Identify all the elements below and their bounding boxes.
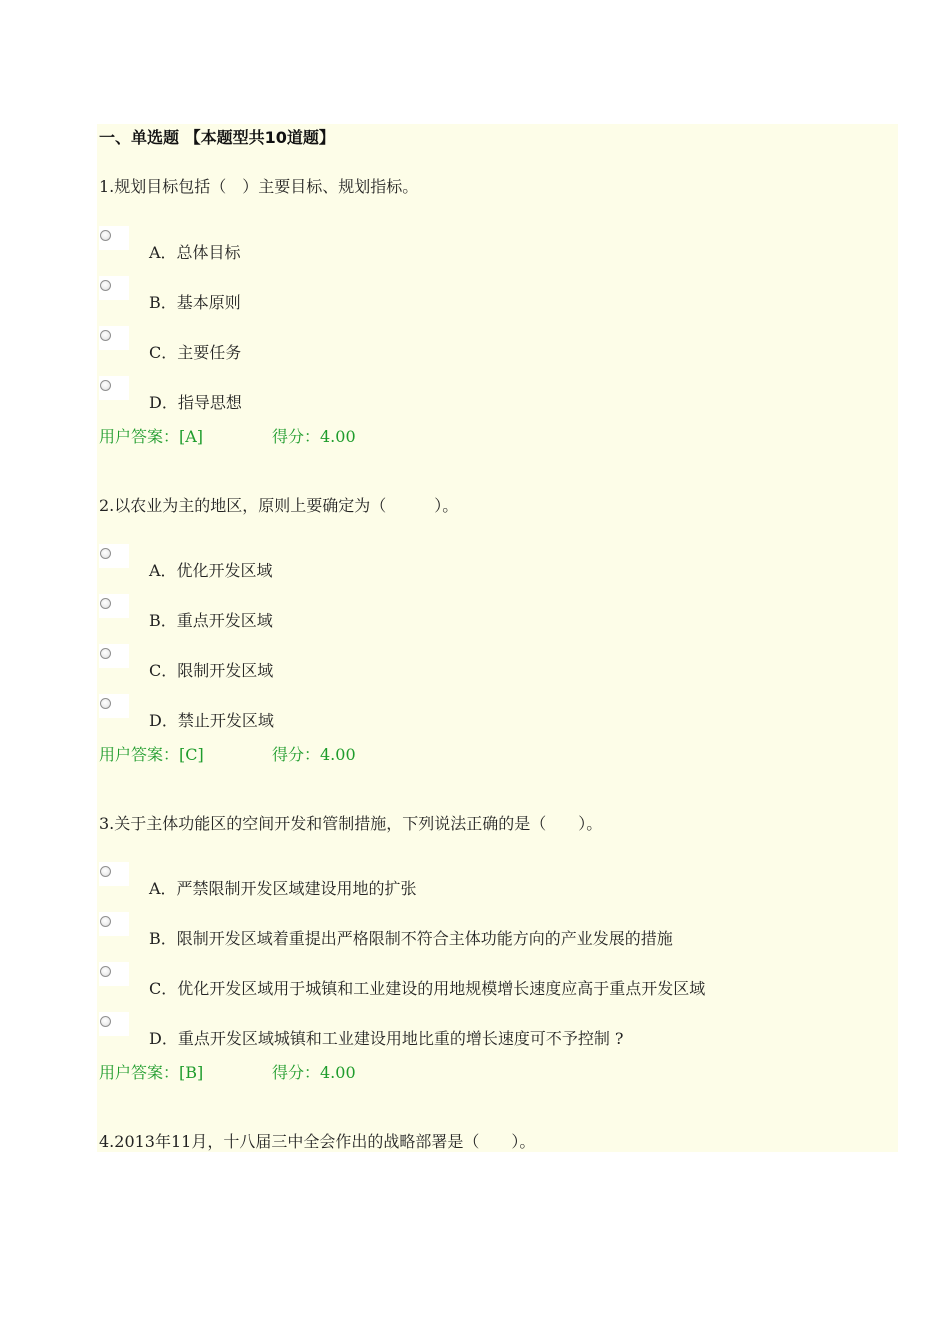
radio-icon[interactable] [100,330,111,341]
question-3-option-a: A．严禁限制开发区域建设用地的扩张 [149,879,417,898]
question-2-option-c: C．限制开发区域 [149,661,274,680]
radio-icon[interactable] [100,280,111,291]
question-2-option-b-radio[interactable] [99,594,129,618]
score-text: 得分：4.00 [272,745,356,764]
question-3-option-b-radio[interactable] [99,912,129,936]
radio-icon[interactable] [100,1016,111,1027]
score-text: 得分：4.00 [272,427,356,446]
question-3-option-d: D．重点开发区域城镇和工业建设用地比重的增长速度可不予控制 ? [149,1029,624,1048]
question-2-option-c-radio[interactable] [99,644,129,668]
question-3-option-d-radio[interactable] [99,1012,129,1036]
question-4-stem: 4.2013年11月，十八届三中全会作出的战略部署是（ ）。 [99,1132,536,1151]
radio-icon[interactable] [100,380,111,391]
question-3-option-b: B．限制开发区域着重提出严格限制不符合主体功能方向的产业发展的措施 [149,929,673,948]
radio-icon[interactable] [100,548,111,559]
question-3-option-c-radio[interactable] [99,962,129,986]
radio-icon[interactable] [100,230,111,241]
radio-icon[interactable] [100,866,111,877]
question-1-option-b: B．基本原则 [149,293,241,312]
question-2-stem: 2.以农业为主的地区，原则上要确定为（ ）。 [99,496,459,515]
question-2-option-d-radio[interactable] [99,694,129,718]
radio-icon[interactable] [100,698,111,709]
question-1-user-answer [99,426,356,448]
question-1-option-c: C．主要任务 [149,343,242,362]
question-2-option-a-radio[interactable] [99,544,129,568]
question-2-option-b: B．重点开发区域 [149,611,273,630]
section-title: 一、单选题 【本题型共10道题】 [99,128,335,147]
question-2-user-answer [99,744,356,766]
question-3-option-a-radio[interactable] [99,862,129,886]
question-1-option-a-radio[interactable] [99,226,129,250]
radio-icon[interactable] [100,916,111,927]
radio-icon[interactable] [100,966,111,977]
question-1-option-d: D．指导思想 [149,393,242,412]
question-1-option-c-radio[interactable] [99,326,129,350]
question-2-option-d: D．禁止开发区域 [149,711,274,730]
radio-icon[interactable] [100,598,111,609]
user-answer-text: 用户答案：[A] [99,427,204,446]
question-3-stem: 3.关于主体功能区的空间开发和管制措施，下列说法正确的是（ ）。 [99,814,603,833]
question-3-user-answer [99,1062,356,1084]
question-1-stem: 1.规划目标包括（ ）主要目标、规划指标。 [99,177,419,196]
radio-icon[interactable] [100,648,111,659]
question-1-option-b-radio[interactable] [99,276,129,300]
question-2-option-a: A．优化开发区域 [149,561,273,580]
score-text: 得分：4.00 [272,1063,356,1082]
question-1-option-d-radio[interactable] [99,376,129,400]
user-answer-text: 用户答案：[C] [99,745,204,764]
question-1-option-a: A．总体目标 [149,243,241,262]
user-answer-text: 用户答案：[B] [99,1063,204,1082]
question-3-option-c: C．优化开发区域用于城镇和工业建设的用地规模增长速度应高于重点开发区域 [149,979,706,998]
